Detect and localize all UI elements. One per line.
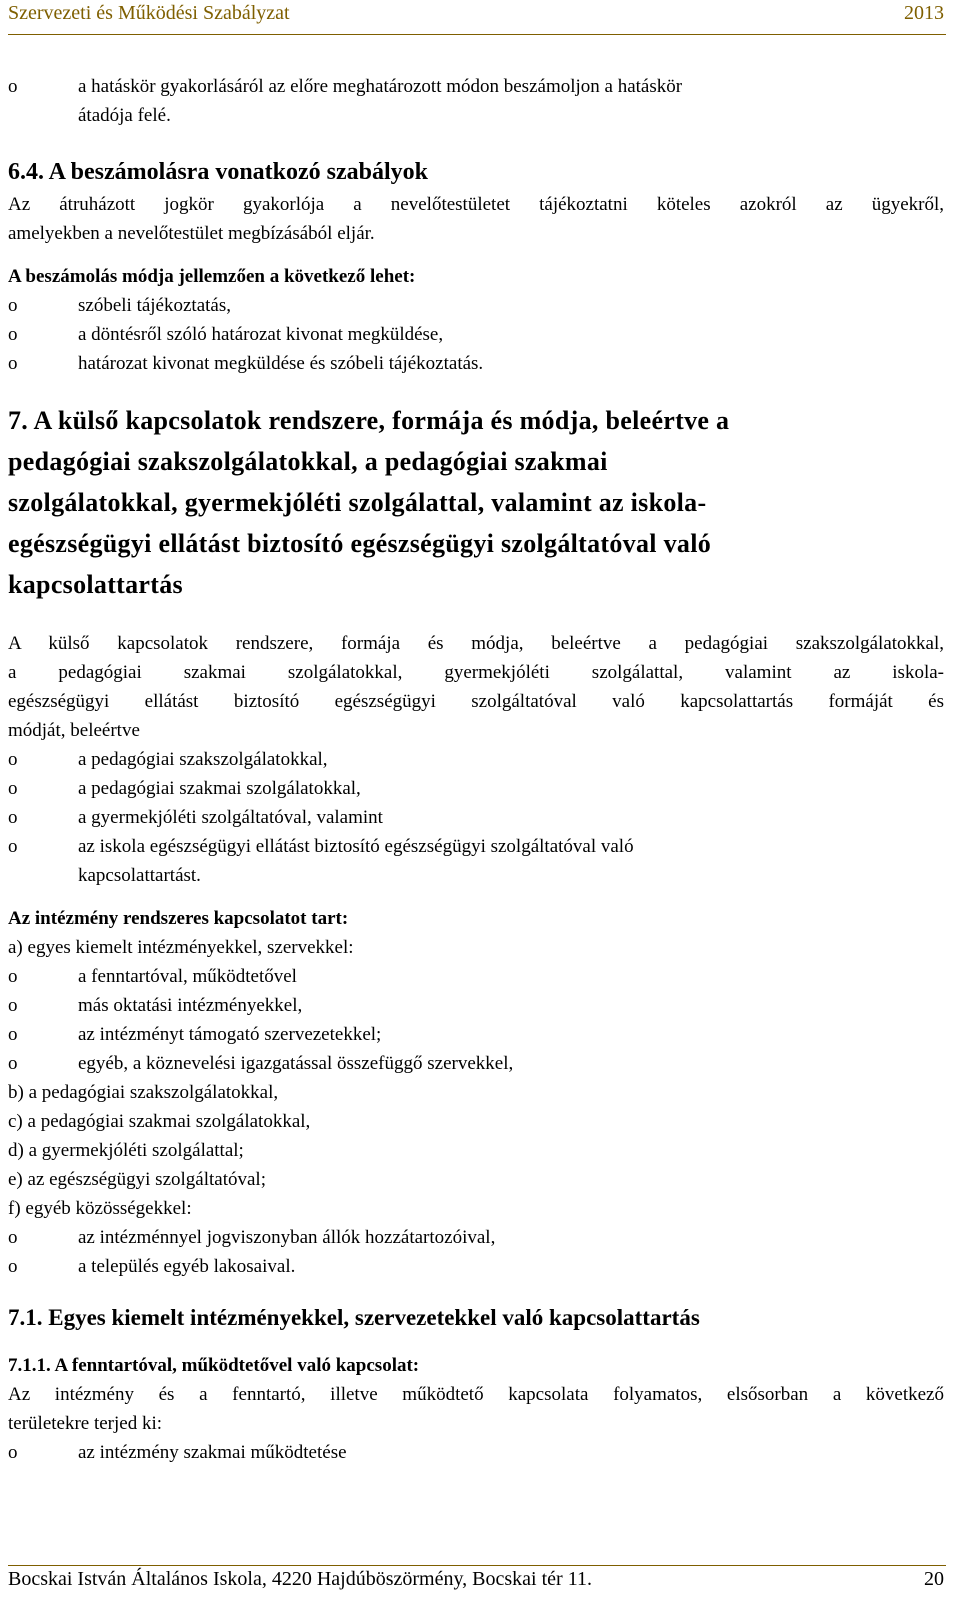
list-bullet: o: [8, 295, 18, 316]
list-item: [8, 320, 944, 349]
page-footer: [8, 1568, 944, 1596]
list-bullet: o: [8, 749, 18, 770]
list-label: a) egyes kiemelt intézményekkel, szervekkel:: [8, 937, 354, 958]
subheading: Az intézmény rendszeres kapcsolatot tart:: [8, 908, 349, 929]
list-label: f) egyéb közösségekkel:: [8, 1198, 192, 1219]
section-heading-7-line: egészségügyi ellátást biztosító egészségügyi szolgáltatóval való: [8, 529, 712, 558]
list-item-text: más oktatási intézményekkel,: [78, 995, 303, 1016]
list-item-text: a pedagógiai szakszolgálatokkal,: [78, 749, 328, 770]
list-bullet: o: [8, 778, 18, 799]
list-bullet: o: [8, 1024, 18, 1045]
list-label: b) a pedagógiai szakszolgálatokkal,: [8, 1082, 279, 1103]
list-item: [8, 1020, 944, 1049]
header-divider: [8, 34, 946, 35]
list-item-text: az intézménnyel jogviszonyban állók hozzátartozóival,: [78, 1227, 496, 1248]
list-item-text: egyéb, a köznevelési igazgatással összefüggő szervekkel,: [78, 1053, 514, 1074]
section-heading-7-line: szolgálatokkal, gyermekjóléti szolgálattal, valamint az iskola-: [8, 488, 707, 517]
list-item: [8, 291, 944, 320]
list-bullet: o: [8, 807, 18, 828]
list-item: [8, 1438, 944, 1467]
list-item: [8, 832, 944, 861]
list-bullet: o: [8, 1442, 18, 1463]
list-bullet: o: [8, 1256, 18, 1277]
subheading-7-1-1: 7.1.1. A fenntartóval, működtetővel való kapcsolat:: [8, 1355, 420, 1376]
list-item-text: az intézmény szakmai működtetése: [78, 1442, 347, 1463]
list-bullet: o: [8, 836, 18, 857]
list-label: c) a pedagógiai szakmai szolgálatokkal,: [8, 1111, 311, 1132]
list-item-text: határozat kivonat megküldése és szóbeli tájékoztatás.: [78, 353, 484, 374]
page-header: [8, 2, 944, 32]
list-bullet: o: [8, 324, 18, 345]
list-item-continuation: átadója felé.: [78, 105, 171, 126]
list-label: d) a gyermekjóléti szolgálattal;: [8, 1140, 244, 1161]
list-item-text: a hatáskör gyakorlásáról az előre meghatározott módon beszámoljon a hatáskör: [78, 76, 683, 97]
list-label: e) az egészségügyi szolgáltatóval;: [8, 1169, 266, 1190]
paragraph-line: módját, beleértve: [8, 720, 140, 741]
list-bullet: o: [8, 1053, 18, 1074]
list-item: [8, 1252, 944, 1281]
list-bullet: o: [8, 76, 18, 97]
list-item-text: a fenntartóval, működtetővel: [78, 966, 297, 987]
list-item-continuation: kapcsolattartást.: [78, 865, 201, 886]
paragraph-line: amelyekben a nevelőtestület megbízásából eljár.: [8, 223, 375, 244]
list-item: [8, 962, 944, 991]
list-item-text: az intézményt támogató szervezetekkel;: [78, 1024, 382, 1045]
paragraph-line: a pedagógiai szakmai szolgálatokkal, gyermekjóléti szolgálattal, valamint az iskola-: [8, 662, 944, 683]
list-item-text: a gyermekjóléti szolgáltatóval, valamint: [78, 807, 383, 828]
paragraph-line: Az átruházott jogkör gyakorlója a nevelőtestületet tájékoztatni köteles azokról az ügyekről,: [8, 194, 944, 215]
document-body: [8, 72, 944, 1467]
list-item-text: a pedagógiai szakmai szolgálatokkal,: [78, 778, 361, 799]
paragraph-line: területekre terjed ki:: [8, 1413, 163, 1434]
list-item: [8, 991, 944, 1020]
list-item: [8, 1049, 944, 1078]
list-item-text: a döntésről szóló határozat kivonat megküldése,: [78, 324, 444, 345]
footer-school: Bocskai István Általános Iskola, 4220 Hajdúböszörmény, Bocskai tér 11.: [8, 1568, 592, 1590]
list-item: [8, 72, 944, 101]
list-item: [8, 1223, 944, 1252]
list-item-text: az iskola egészségügyi ellátást biztosító egészségügyi szolgáltatóval való: [78, 836, 634, 857]
list-item: [8, 774, 944, 803]
list-bullet: o: [8, 966, 18, 987]
section-heading-7-line: 7. A külső kapcsolatok rendszere, formája és módja, beleértve a: [8, 406, 730, 435]
subheading: A beszámolás módja jellemzően a következő lehet:: [8, 266, 416, 287]
header-title: Szervezeti és Működési Szabályzat: [8, 2, 290, 24]
section-heading-7-line: pedagógiai szakszolgálatokkal, a pedagógiai szakmai: [8, 447, 608, 476]
list-bullet: o: [8, 1227, 18, 1248]
list-item-text: szóbeli tájékoztatás,: [78, 295, 231, 316]
paragraph-line: Az intézmény és a fenntartó, illetve működtető kapcsolata folyamatos, elsősorban a következő: [8, 1384, 944, 1405]
list-item: [8, 745, 944, 774]
section-heading-6-4: 6.4. A beszámolásra vonatkozó szabályok: [8, 159, 429, 185]
list-item-text: a település egyéb lakosaival.: [78, 1256, 296, 1277]
footer-divider: [8, 1565, 946, 1566]
paragraph-line: A külső kapcsolatok rendszere, formája és módja, beleértve a pedagógiai szakszolgálatokkal,: [8, 633, 944, 654]
list-item: [8, 803, 944, 832]
list-bullet: o: [8, 995, 18, 1016]
list-item: [8, 349, 944, 378]
section-heading-7-line: kapcsolattartás: [8, 570, 183, 599]
paragraph-line: egészségügyi ellátást biztosító egészségügyi szolgáltatóval való kapcsolattartás formáját és: [8, 691, 944, 712]
list-bullet: o: [8, 353, 18, 374]
section-heading-7-1: 7.1. Egyes kiemelt intézményekkel, szervezetekkel való kapcsolattartás: [8, 1305, 700, 1330]
page-number: 20: [924, 1568, 944, 1590]
header-year: 2013: [904, 2, 944, 24]
